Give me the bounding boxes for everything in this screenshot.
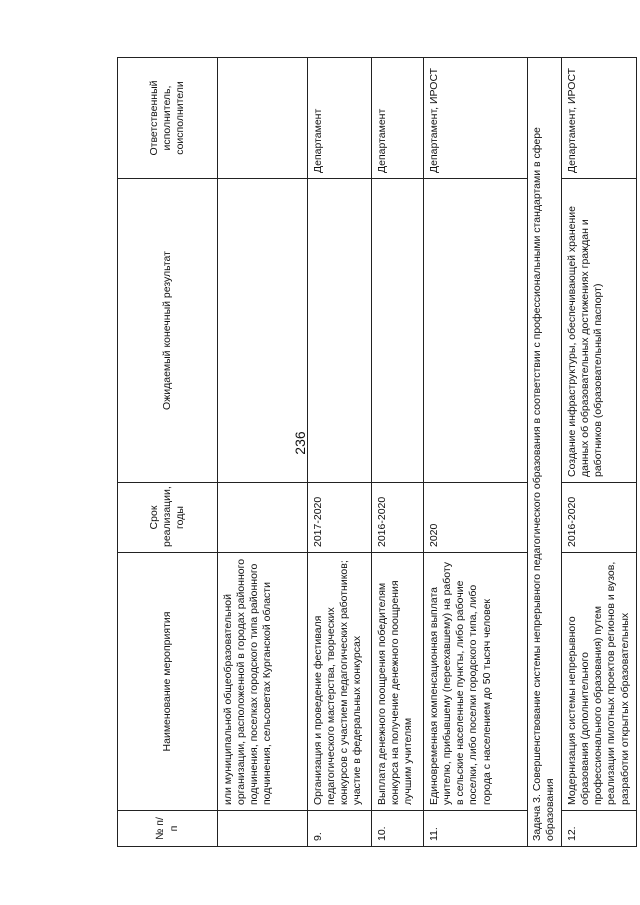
cell-exec: Департамент (308, 58, 372, 179)
cell-result (424, 179, 528, 483)
header-term: Срок реализации, годы (118, 483, 218, 553)
header-num: № п/п (118, 811, 218, 847)
cell-num: 12. (562, 811, 637, 847)
document-table-container (117, 57, 631, 847)
cell-num: 11. (424, 811, 528, 847)
cell-name: Организация и проведение фестиваля педагогического мастерства, творческих конкурсов с участием педагогических работников; участие в федеральных конкурсах (308, 553, 372, 811)
table-header-row (118, 58, 218, 847)
cell-result (308, 179, 372, 483)
cell-result: Создание инфраструктуры, обеспечивающей хранение данных об образовательных достижениях граждан и работников (образовательный паспорт) (562, 179, 637, 483)
cell-name: Модернизация системы непрерывного образования (дополнительного профессионального образования) путем реализации пилотных проектов регионов и вузов, разработки открытых образовательных (562, 553, 637, 811)
cell-term (218, 483, 308, 553)
cell-num: 9. (308, 811, 372, 847)
cell-num: 10. (372, 811, 424, 847)
table-row (308, 58, 372, 847)
measures-table (117, 57, 637, 847)
header-exec: Ответственный исполнитель, соисполнители (118, 58, 218, 179)
cell-term: 2016-2020 (562, 483, 637, 553)
cell-term: 2017-2020 (308, 483, 372, 553)
table-row (218, 58, 308, 847)
cell-num (218, 811, 308, 847)
cell-exec: Департамент, ИРОСТ (562, 58, 637, 179)
rotated-table-block (117, 57, 631, 847)
cell-exec: Департамент (372, 58, 424, 179)
cell-result (372, 179, 424, 483)
cell-name: Выплата денежного поощрения победителям конкурса на получение денежного поощрения лучшим учителям (372, 553, 424, 811)
cell-exec (218, 58, 308, 179)
cell-exec: Департамент, ИРОСТ (424, 58, 528, 179)
table-row (562, 58, 637, 847)
task-row (528, 58, 562, 847)
cell-result (218, 179, 308, 483)
cell-term: 2016-2020 (372, 483, 424, 553)
table-row (372, 58, 424, 847)
cell-name: Единовременная компенсационная выплата учителю, прибывшему (переехавшему) на работу в сельские населенные пункты, либо рабочие поселки, либо поселки городского типа, либо города с населением до 50 тысяч человек (424, 553, 528, 811)
task-heading: Задача 3. Совершенствование системы непрерывного педагогического образования в соответствии с профессиональными стандартами в сфере образования (528, 58, 562, 847)
header-name: Наименование мероприятия (118, 553, 218, 811)
header-result: Ожидаемый конечный результат (118, 179, 218, 483)
cell-term: 2020 (424, 483, 528, 553)
cell-name: или муниципальной общеобразовательной организации, расположенной в городах районного подчинения, поселках городского типа районного подчинения, сельсоветах Курганской области (218, 553, 308, 811)
page-number: 236 (292, 431, 308, 455)
table-row (424, 58, 528, 847)
